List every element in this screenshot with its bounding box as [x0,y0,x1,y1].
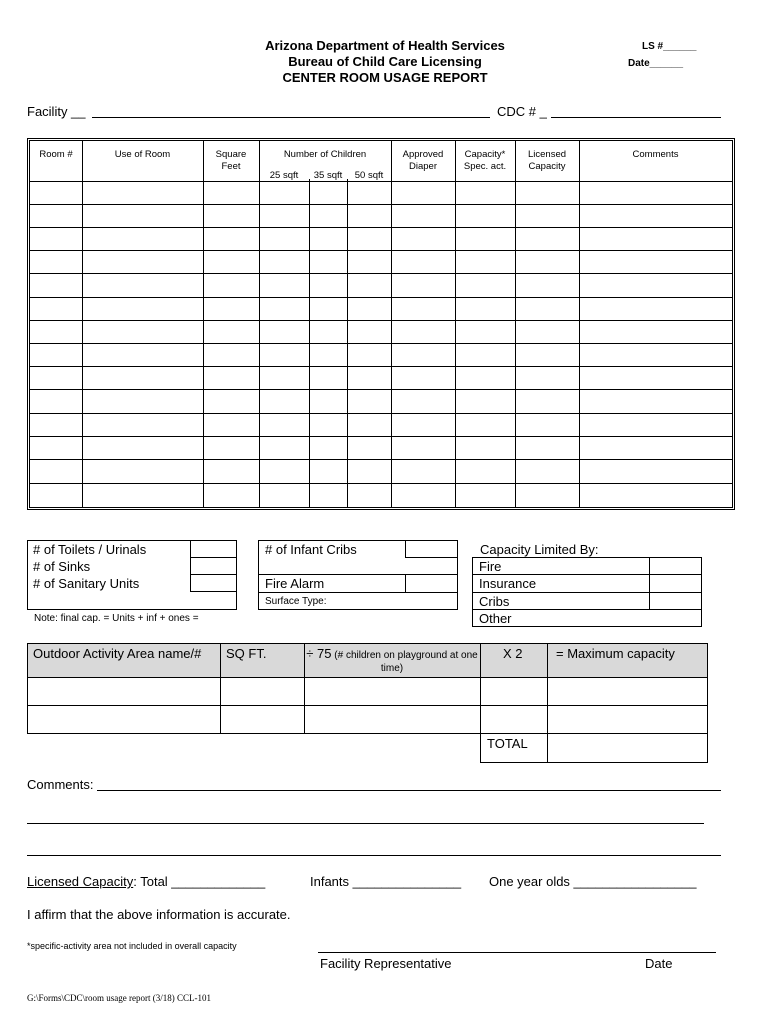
divide-75-subtext: (# children on playground at one time) [331,650,478,674]
header-comments: Comments [632,149,679,160]
report-title: CENTER ROOM USAGE REPORT [282,70,488,85]
col-divider [515,141,516,507]
sinks-count-field[interactable] [190,557,237,575]
cdc-field[interactable] [551,117,721,118]
facility-representative-label: Facility Representative [320,956,452,971]
header-approved-diaper: Approved Diaper [402,149,444,172]
limit-cribs-label: Cribs [479,594,510,609]
cdc-label: CDC # _ [497,104,547,119]
row-divider [30,413,732,414]
sanitary-count-field[interactable] [190,574,237,592]
col-divider [455,141,456,507]
form-footer-path: G:\Forms\CDC\room usage report (3/18) CCL-101 [27,993,211,1003]
row-divider [30,366,732,367]
header-35sqft: 35 sqft [313,170,343,181]
row-divider [30,227,732,228]
outdoor-row [27,705,708,734]
col-divider [391,141,392,507]
facility-label: Facility __ [27,104,86,119]
header-50sqft: 50 sqft [354,170,384,181]
row-divider [30,273,732,274]
infant-cribs-label: # of Infant Cribs [265,542,357,557]
limit-fire-label: Fire [479,559,502,574]
licensed-total-field[interactable]: : Total _____________ [133,874,266,889]
agency-title: Arizona Department of Health Services [265,38,505,53]
col-divider [579,141,580,507]
row-divider [30,320,732,321]
capacity-row [472,557,702,575]
header-25sqft: 25 sqft [269,170,299,181]
capacity-col-divider [649,557,650,610]
licensed-one-year-field[interactable]: One year olds _________________ [489,874,697,889]
licensed-capacity-line [27,874,265,889]
comments-line-1[interactable] [97,790,721,791]
licensed-infants-field[interactable]: Infants _______________ [310,874,462,889]
fire-alarm-label: Fire Alarm [265,576,325,591]
total-label: TOTAL [487,736,528,751]
facility-field[interactable] [92,117,490,118]
infant-cribs-field[interactable] [405,540,458,558]
col-divider [203,141,204,507]
sanitary-label: # of Sanitary Units [33,576,140,591]
divide-75-text: ÷ 75 [306,646,332,661]
signature-date-label: Date [645,956,673,971]
outdoor-area-header: Outdoor Activity Area name/# [33,646,202,661]
row-divider [30,181,732,182]
affirm-statement: I affirm that the above information is accurate. [27,907,291,922]
toilets-label: # of Toilets / Urinals [33,542,147,557]
row-divider [30,204,732,205]
limit-insurance-label: Insurance [479,576,537,591]
divide-75-header [304,647,480,675]
header-room: Room # [39,149,73,160]
row-divider [30,436,732,437]
limit-other-label: Other [479,611,512,626]
row-divider [30,343,732,344]
header-capacity-spec: Capacity* Spec. act. [463,149,507,172]
header-use: Use of Room [114,149,171,160]
bureau-title: Bureau of Child Care Licensing [288,54,482,69]
header-number-children: Number of Children [283,149,367,160]
date-field[interactable]: Date______ [628,58,684,69]
comments-line-3[interactable] [27,855,721,856]
outdoor-row [27,677,708,706]
comments-label: Comments: [27,777,94,792]
fire-alarm-field[interactable] [405,574,458,593]
sinks-label: # of Sinks [33,559,91,574]
row-divider [30,297,732,298]
col-divider [259,141,260,507]
sqft-header: SQ FT. [226,646,267,661]
room-usage-table [27,138,735,510]
row-divider [30,389,732,390]
header-square-feet: Square Feet [215,149,247,172]
comments-line-2[interactable] [27,823,704,824]
outdoor-col-divider [220,643,221,734]
times-2-header: X 2 [503,646,523,661]
max-capacity-header: = Maximum capacity [556,646,675,661]
capacity-limited-title: Capacity Limited By: [480,542,599,557]
header-licensed-capacity: Licensed Capacity [527,149,567,172]
row-divider [30,459,732,460]
col-divider [82,141,83,507]
row-divider [30,250,732,251]
ls-number-field[interactable]: LS #______ [642,41,697,52]
final-cap-note: Note: final cap. = Units + inf + ones = [34,613,199,624]
licensed-capacity-label: Licensed Capacity [27,874,134,889]
surface-type-label: Surface Type: [265,596,327,607]
row-divider [30,483,732,484]
toilets-count-field[interactable] [190,540,237,558]
signature-line[interactable] [318,952,716,953]
specific-activity-footnote: *specific-activity area not included in overall capacity [27,941,237,951]
